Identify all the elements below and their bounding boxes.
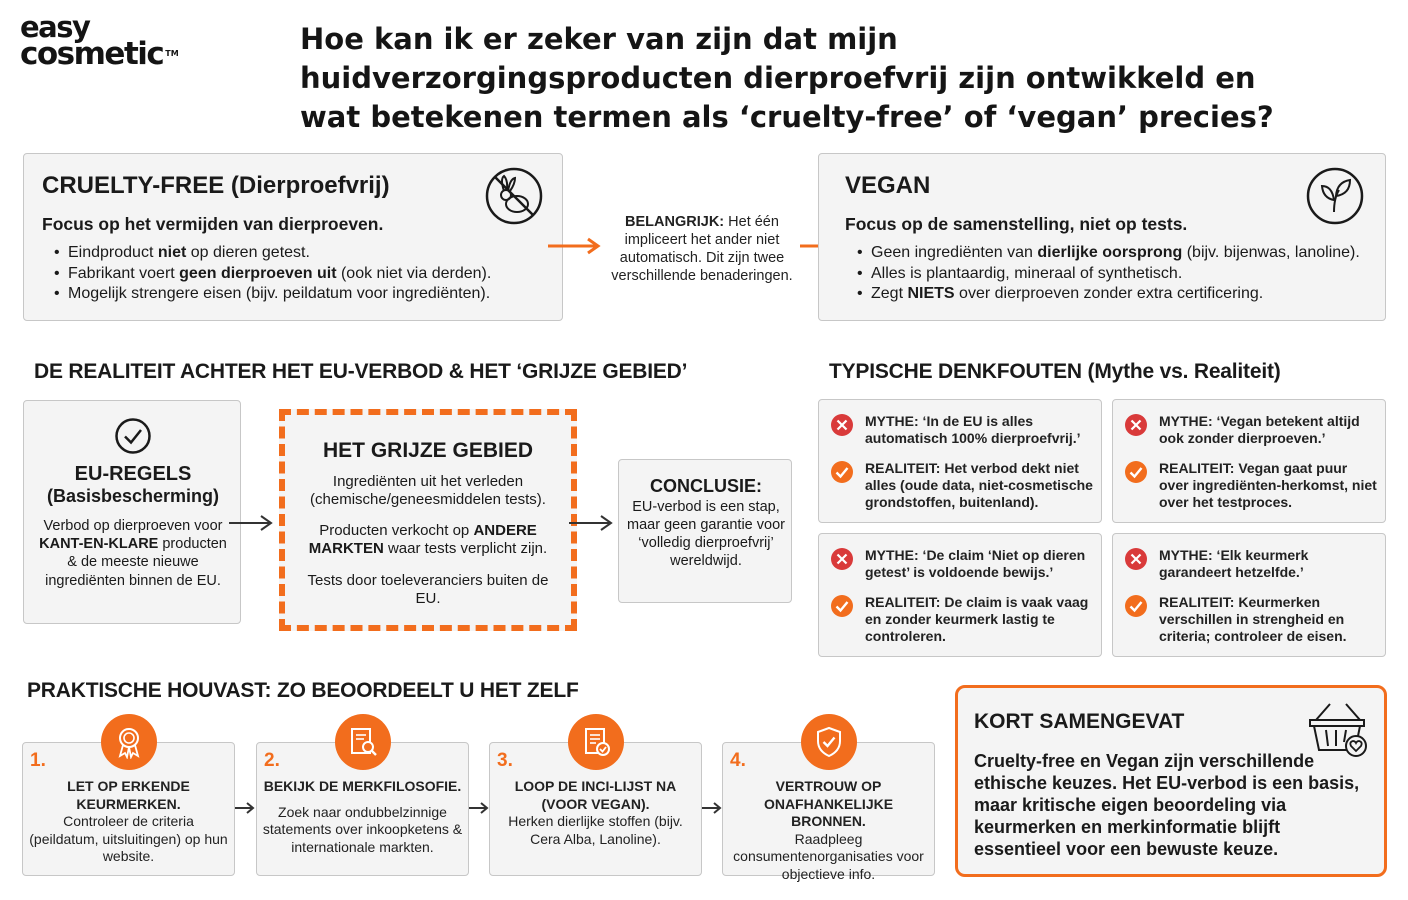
myth-text: MYTHE: ‘De claim ‘Niet op dieren getest’ is voldoende bewijs.’ bbox=[865, 547, 1086, 580]
grey-area-title: HET GRIJZE GEBIED bbox=[322, 439, 534, 462]
cruelty-free-list bbox=[42, 243, 552, 305]
check-circle-icon bbox=[1124, 460, 1148, 489]
arrow-right-icon bbox=[569, 513, 615, 533]
step-description: Herken dierlijke stoffen (bijv. Cera Alba, Lanoline). bbox=[508, 813, 683, 847]
step-heading: VERTROUW OP ONAFHANKELIJKE BRONNEN. bbox=[763, 778, 894, 829]
x-circle-icon bbox=[1124, 413, 1148, 442]
step-number: 2. bbox=[264, 750, 280, 771]
important-note: BELANGRIJK: Het één impliceert het ander niet automatisch. Dit zijn twee verschillende benaderingen. bbox=[611, 214, 793, 284]
vegan-list bbox=[845, 243, 1385, 305]
checklist-icon bbox=[568, 714, 624, 770]
grey-area-p1: Ingrediënten uit het verleden (chemische/geneesmiddelen tests). bbox=[310, 473, 546, 509]
conclusion-card bbox=[618, 459, 792, 603]
step-text bbox=[28, 778, 229, 866]
leaf-icon bbox=[1305, 166, 1365, 226]
myth-text: MYTHE: ‘Vegan betekent altijd ook zonder dierproeven.’ bbox=[1159, 413, 1360, 446]
x-circle-icon bbox=[1124, 547, 1148, 576]
reality-text: REALITEIT: Vegan gaat puur over ingrediënten-herkomst, niet over het testproces. bbox=[1159, 460, 1377, 510]
myth-statement bbox=[830, 547, 1094, 581]
list-item: • Geen ingrediënten van dierlijke oorsprong (bijv. bijenwas, lanoline). bbox=[845, 243, 1385, 264]
check-circle-icon bbox=[830, 460, 854, 489]
myth-statement bbox=[1124, 547, 1378, 581]
arrow-right-icon bbox=[233, 800, 257, 816]
step-heading: LET OP ERKENDE KEURMERKEN. bbox=[67, 778, 190, 812]
shield-check-icon bbox=[801, 714, 857, 770]
eu-rules-subtitle: (Basisbescherming) bbox=[46, 486, 220, 506]
reality-statement bbox=[830, 460, 1094, 511]
logo bbox=[20, 10, 179, 72]
myth-text: MYTHE: ‘In de EU is alles automatisch 100% dierproefvrij.’ bbox=[865, 413, 1081, 446]
summary-text: Cruelty-free en Vegan zijn verschillende ethische keuzes. Het EU-verbod is een basis, maar kritische eigen beoordeling via keurmerken en merkinformatie blijft essentieel voor een bewuste keuze. bbox=[974, 751, 1360, 859]
myth-text: MYTHE: ‘Elk keurmerk garandeert hetzelfde.’ bbox=[1159, 547, 1309, 580]
reality-text: REALITEIT: Het verbod dekt niet alles (oude data, niet-cosmetische grondstoffen, buitenland). bbox=[865, 460, 1093, 510]
checkmark-circle-icon bbox=[114, 417, 152, 455]
eu-section-heading: DE REALITEIT ACHTER HET EU-VERBOD & HET ‘GRIJZE GEBIED’ bbox=[34, 360, 688, 383]
list-item: • Eindproduct niet op dieren getest. bbox=[42, 243, 552, 264]
check-circle-icon bbox=[1124, 594, 1148, 623]
step-description: Zoek naar ondubbelzinnige statements over inkoopketens & internationale markten. bbox=[262, 803, 463, 855]
practical-section-heading: PRAKTISCHE HOUVAST: ZO BEOORDEELT U HET ZELF bbox=[27, 679, 579, 702]
step-text bbox=[728, 778, 929, 883]
step-number: 4. bbox=[730, 750, 746, 771]
reality-statement bbox=[1124, 460, 1378, 511]
list-item: • Alles is plantaardig, mineraal of synthetisch. bbox=[845, 264, 1385, 285]
page-title: Hoe kan ik er zeker van zijn dat mijn huidverzorgingsproducten dierproefvrij zijn ontwikkeld en wat betekenen termen als ‘cruelty-free’ of ‘vegan’ precies? bbox=[300, 22, 1274, 134]
step-text bbox=[495, 778, 696, 848]
logo-line1: easy bbox=[20, 10, 90, 44]
myths-section-heading: TYPISCHE DENKFOUTEN (Mythe vs. Realiteit) bbox=[829, 360, 1281, 383]
x-circle-icon bbox=[830, 413, 854, 442]
step-number: 3. bbox=[497, 750, 513, 771]
reality-statement bbox=[1124, 594, 1378, 645]
vegan-subtitle: Focus op de samenstelling, niet op tests. bbox=[845, 214, 1188, 234]
check-circle-icon bbox=[830, 594, 854, 623]
summary-card bbox=[955, 685, 1387, 877]
step-number: 1. bbox=[30, 750, 46, 771]
reality-statement bbox=[830, 594, 1094, 645]
cruelty-free-title: CRUELTY-FREE (Dierproefvrij) bbox=[42, 172, 390, 199]
grey-area-card bbox=[279, 409, 577, 631]
logo-line2: cosmetic bbox=[20, 36, 164, 72]
conclusion-title: CONCLUSIE: bbox=[650, 476, 762, 496]
list-item: • Zegt NIETS over dierproeven zonder extra certificering. bbox=[845, 284, 1385, 305]
award-ribbon-icon bbox=[101, 714, 157, 770]
grey-area-p2: Producten verkocht op ANDERE MARKTEN waar tests verplicht zijn. bbox=[308, 522, 548, 558]
eu-rules-title: EU-REGELS bbox=[74, 463, 192, 485]
eu-rules-text: Verbod op dierproeven voor KANT-EN-KLARE producten & de meeste nieuwe ingrediënten binnen de EU. bbox=[39, 518, 227, 589]
document-search-icon bbox=[335, 714, 391, 770]
grey-area-p3: Tests door toeleveranciers buiten de EU. bbox=[307, 572, 549, 608]
step-description: Raadpleeg consumentenorganisaties voor objectieve info. bbox=[733, 830, 924, 882]
step-description: Controleer de criteria (peildatum, uitsluitingen) op hun website. bbox=[29, 813, 228, 864]
cruelty-free-subtitle: Focus op het vermijden van dierproeven. bbox=[42, 214, 384, 234]
summary-title: KORT SAMENGEVAT bbox=[974, 710, 1185, 733]
logo-tm: TM bbox=[165, 49, 179, 58]
crossed-rabbit-icon bbox=[484, 166, 544, 226]
reality-text: REALITEIT: Keurmerken verschillen in strengheid en criteria; controleer de eisen. bbox=[1159, 594, 1347, 644]
myth-statement bbox=[830, 413, 1094, 447]
step-heading: LOOP DE INCI-LIJST NA (VOOR VEGAN). bbox=[514, 778, 677, 812]
reality-text: REALITEIT: De claim is vaak vaag en zonder keurmerk lastig te controleren. bbox=[865, 594, 1089, 644]
vegan-title: VEGAN bbox=[845, 172, 931, 199]
x-circle-icon bbox=[830, 547, 854, 576]
shopping-basket-heart-icon bbox=[1306, 700, 1370, 758]
arrow-right-icon bbox=[229, 513, 275, 533]
step-heading: BEKIJK DE MERKFILOSOFIE. bbox=[263, 778, 462, 794]
step-text bbox=[262, 778, 463, 856]
conclusion-text: EU-verbod is een stap, maar geen garantie voor ‘volledig dierproefvrij’ wereldwijd. bbox=[627, 499, 785, 569]
list-item: • Fabrikant voert geen dierproeven uit (ook niet via derden). bbox=[42, 264, 552, 285]
arrow-right-icon bbox=[700, 800, 724, 816]
vegan-card bbox=[818, 153, 1386, 321]
myth-statement bbox=[1124, 413, 1378, 447]
eu-rules-card bbox=[23, 400, 241, 624]
list-item: • Mogelijk strengere eisen (bijv. peildatum voor ingrediënten). bbox=[42, 284, 552, 305]
cruelty-free-card bbox=[23, 153, 563, 321]
arrow-right-icon bbox=[548, 236, 602, 256]
arrow-right-icon bbox=[467, 800, 491, 816]
